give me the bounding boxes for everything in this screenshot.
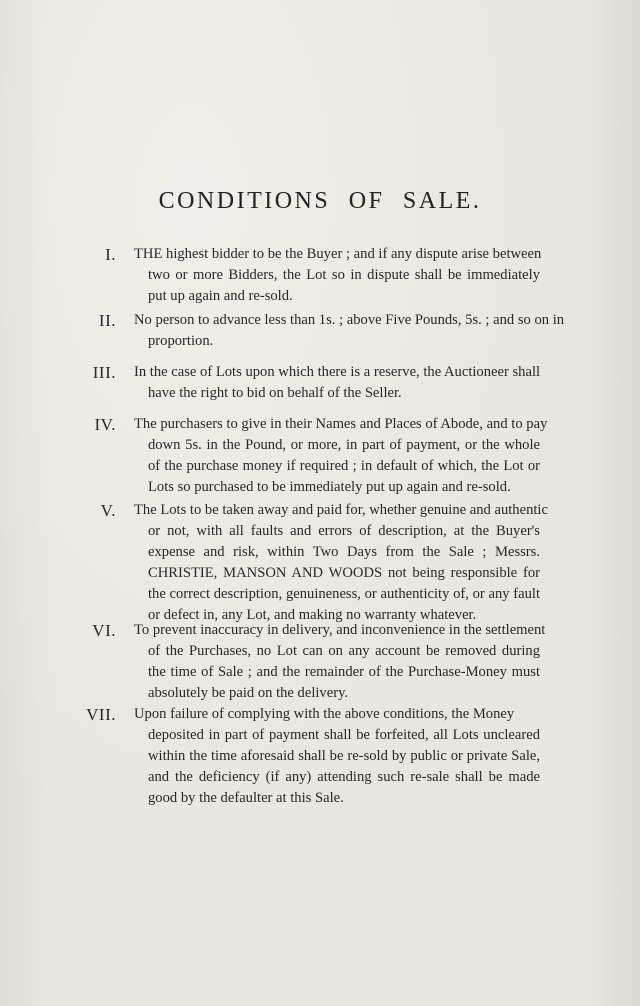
condition-numeral: VII. — [86, 705, 116, 724]
condition-rest: of the Purchases, no Lot can on any account be removed during the time of Sale ; and the remainder of the Purchase-Money must absolutely be paid on the delivery. — [148, 643, 540, 701]
condition-lead: Upon failure of complying with the above conditions, the Money — [134, 706, 515, 722]
condition-rest: down 5s. in the Pound, or more, in part of payment, or the whole of the purchase money if required ; in default of which, the Lot or Lots so purchased to be immediately put up again and re-sold. — [148, 437, 540, 495]
condition-numeral: IV. — [94, 415, 116, 434]
condition-lead: The purchasers to give in their Names and Places of Abode, and to pay — [134, 416, 548, 432]
condition-rest: two or more Bidders, the Lot so in dispute shall be immediately put up again and re-sold. — [148, 267, 540, 304]
condition-lead: No person to advance less than 1s. ; above Five Pounds, 5s. ; and so on in — [134, 312, 565, 328]
condition-text — [134, 704, 540, 809]
page-title: CONDITIONS OF SALE. — [158, 188, 482, 214]
condition-text — [134, 362, 540, 404]
condition-rest: or not, with all faults and errors of description, at the Buyer's expense and risk, within Two Days from the Sale ; Messrs. CHRISTIE, MANSON AND WOODS not being responsible for the correct description, genuineness, or authenticity of, or any fault or defect in, any Lot, and making no warranty whatever. — [148, 523, 540, 623]
condition-text — [134, 414, 548, 498]
condition-lead: THE highest bidder to be the Buyer ; and if any dispute arise between — [134, 246, 542, 262]
condition-rest: have the right to bid on behalf of the Seller. — [148, 385, 402, 401]
condition-numeral: V. — [100, 501, 116, 520]
condition-rest: proportion. — [148, 333, 214, 349]
condition-lead: To prevent inaccuracy in delivery, and inconvenience in the settlement — [134, 622, 546, 638]
condition-rest: deposited in part of payment shall be forfeited, all Lots uncleared within the time aforesaid shall be re-sold by public or private Sale, and the deficiency (if any) attending such re-sale shall be made good by the defaulter at this Sale. — [148, 727, 540, 806]
condition-lead: In the case of Lots upon which there is a reserve, the Auctioneer shall — [134, 364, 541, 380]
condition-lead: The Lots to be taken away and paid for, whether genuine and authentic — [134, 502, 548, 518]
condition-numeral: III. — [92, 363, 116, 382]
condition-text — [134, 244, 540, 307]
condition-numeral: I. — [105, 245, 116, 264]
condition-text — [134, 500, 548, 626]
condition-text — [134, 620, 546, 704]
condition-text — [134, 310, 565, 352]
condition-numeral: VI. — [92, 621, 116, 640]
condition-numeral: II. — [98, 311, 116, 330]
